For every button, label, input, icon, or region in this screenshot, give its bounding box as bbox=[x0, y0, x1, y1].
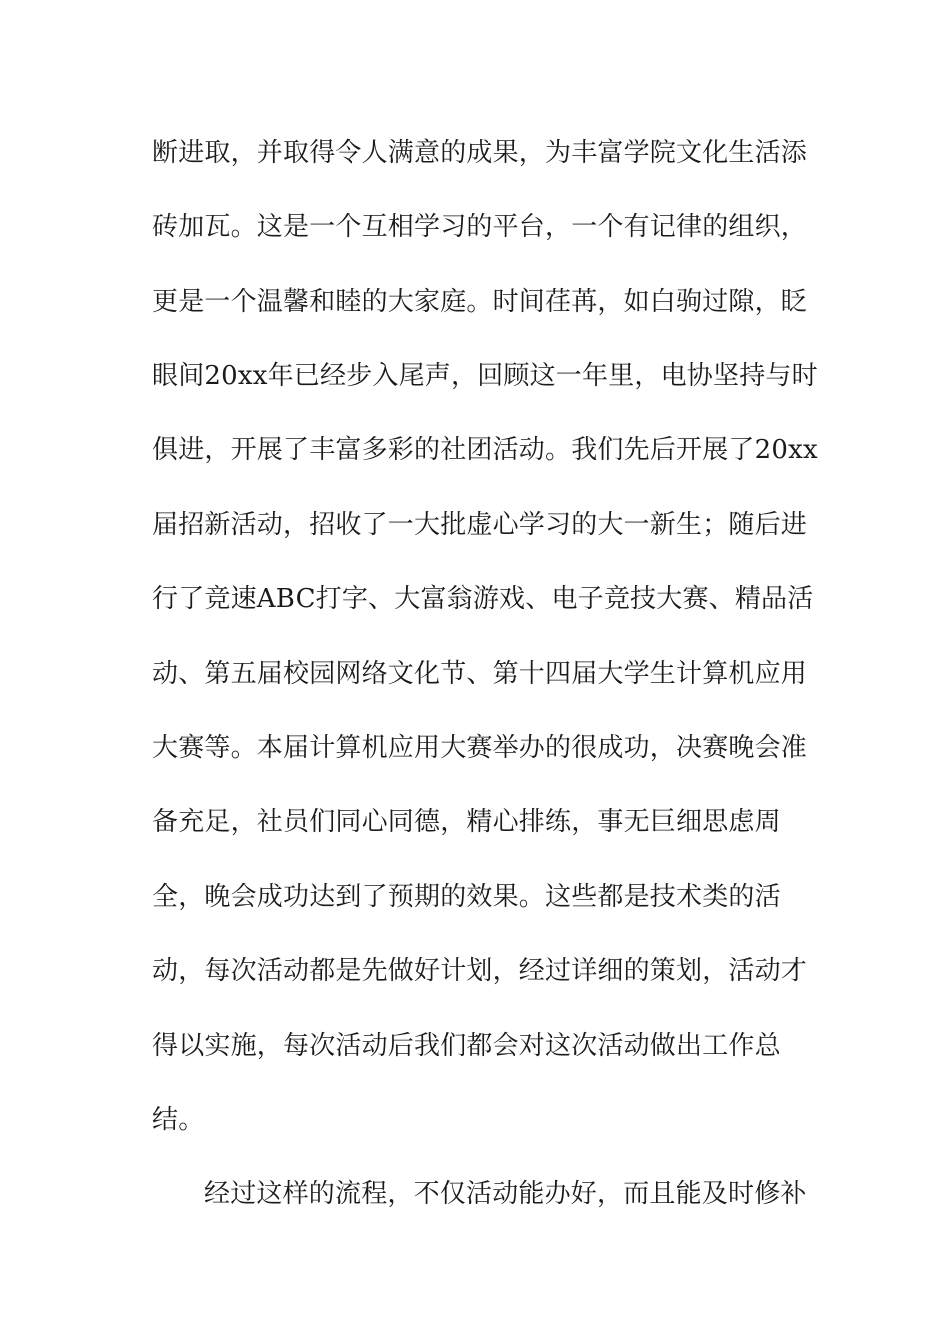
text-line-13: 得以实施，每次活动后我们都会对这次活动做出工作总 bbox=[152, 1031, 781, 1061]
text-line-15: 经过这样的流程，不仅活动能办好，而且能及时修补 bbox=[204, 1179, 807, 1209]
text-line-7: 行了竞速ABC打字、大富翁游戏、电子竞技大赛、精品活 bbox=[152, 584, 814, 614]
text-line-6: 届招新活动，招收了一大批虚心学习的大一新生；随后进 bbox=[152, 510, 808, 540]
text-line-2: 砖加瓦。这是一个互相学习的平台，一个有记律的组织， bbox=[152, 212, 808, 242]
text-line-12: 动，每次活动都是先做好计划，经过详细的策划，活动才 bbox=[152, 956, 808, 986]
text-line-4: 眼间20xx年已经步入尾声，回顾这一年里，电协坚持与时 bbox=[152, 361, 818, 391]
text-line-3: 更是一个温馨和睦的大家庭。时间荏苒，如白驹过隙，眨 bbox=[152, 287, 808, 317]
text-line-10: 备充足，社员们同心同德，精心排练，事无巨细思虑周 bbox=[152, 807, 781, 837]
text-line-1: 断进取，并取得令人满意的成果，为丰富学院文化生活添 bbox=[152, 138, 808, 168]
text-line-11: 全，晚会成功达到了预期的效果。这些都是技术类的活 bbox=[152, 882, 781, 912]
text-line-14: 结。 bbox=[152, 1105, 205, 1135]
text-line-5: 俱进，开展了丰富多彩的社团活动。我们先后开展了20xx bbox=[152, 435, 818, 465]
text-line-8: 动、第五届校园网络文化节、第十四届大学生计算机应用 bbox=[152, 659, 808, 689]
text-line-9: 大赛等。本届计算机应用大赛举办的很成功，决赛晚会准 bbox=[152, 733, 808, 763]
